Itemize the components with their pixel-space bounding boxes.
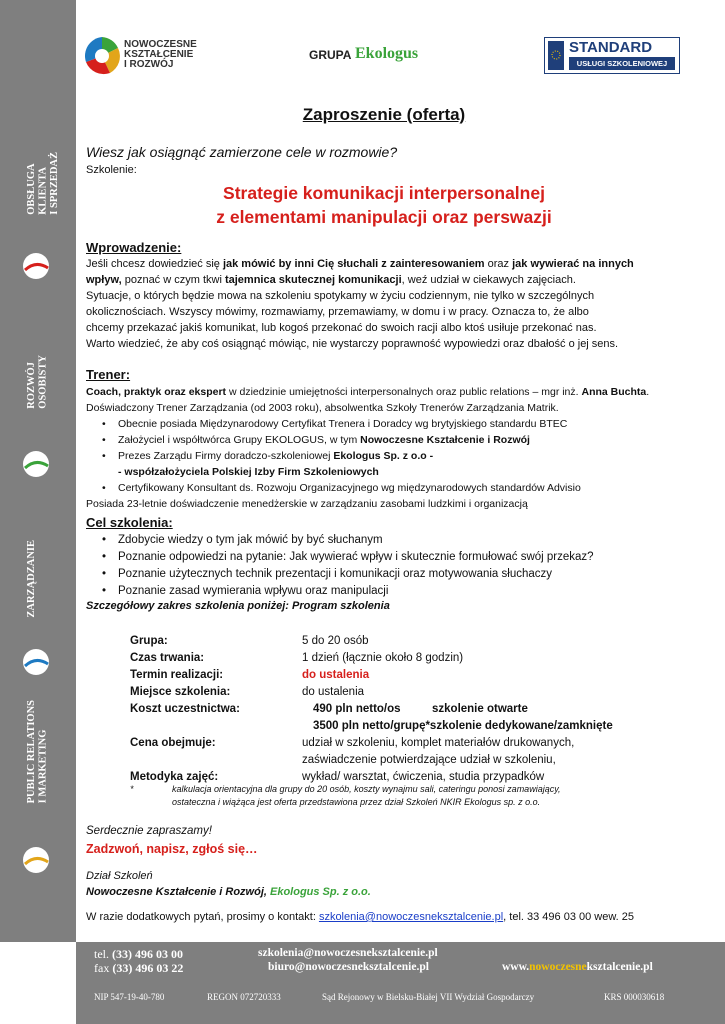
footer-court: Sąd Rejonowy w Bielsku-Białej VII Wydział Gospodarczy <box>322 992 535 1002</box>
footer-email-office[interactable]: biuro@nowoczesneksztalcenie.pl <box>268 961 429 973</box>
nkir-logo-icon <box>84 34 120 78</box>
contact-line: W razie dodatkowych pytań, prosimy o kontakt: szkolenia@nowoczesneksztalcenie.pl, tel. 33 496 03 00 wew. 25 <box>86 911 635 923</box>
sidebar-personal-icon <box>22 450 50 478</box>
invite-text: Serdecznie zapraszamy! <box>86 825 212 837</box>
flag-icon <box>548 41 564 70</box>
intro-heading: Wprowadzenie: <box>86 240 182 255</box>
contact-email-link[interactable]: szkolenia@nowoczesneksztalcenie.pl <box>318 911 504 923</box>
intro-text: Jeśli chcesz dowiedzieć się jak mówić by inni Cię słuchali z zainteresowaniem oraz jak wywierać na innych wpływ, poznać w czym tkwi tajemnica skutecznej komunikacji, weź udział w ciekawych zajęciach. Sytuacje, o których będzie mowa na szkoleniu spotykamy w życiu codziennym, nie tylko w szczególnych okolicznościach. Wszyscy mówimy, rozmawiamy, przemawiamy, w domu i w pracy. Oznacza to, że albo chcemy przekazać jakiś komunikat, lub kogoś przekonać do swoich racji albo ktoś usiłuje przekonać nas. Warto wiedzieć, że aby coś osiągnąć mówiąc, nie wystarczy poprawność wypowiedzi oraz dbałość o jej sens. <box>86 258 634 350</box>
nkir-logo <box>84 34 224 78</box>
list-item: • Certyfikowany Konsultant ds. Rozwoju Organizacyjnego wg międzynarodowych standardów Advisio <box>86 480 696 496</box>
list-item: • Prezes Zarządu Firmy doradczo-szkoleniowej Ekologus Sp. z o.o - - współzałożyciela Polskiej Izby Firm Szkoleniowych <box>86 448 696 480</box>
list-item: • Założyciel i współtwórca Grupy EKOLOGUS, w tym Nowoczesne Kształcenie i Rozwój <box>86 432 696 448</box>
goal-list <box>86 532 696 600</box>
list-item: • Poznanie odpowiedzi na pytanie: Jak wywierać wpływ i skutecznie formułować swój przekaz? <box>86 549 696 566</box>
page-title: Zaproszenie (oferta) <box>302 105 466 124</box>
footer-tel: tel. (33) 496 03 00 <box>94 947 183 961</box>
footer-nip: NIP 547-19-40-780 <box>94 992 165 1002</box>
sidebar-sales-icon <box>22 252 50 280</box>
footer-website[interactable]: www.nowoczesneksztalcenie.pl <box>502 961 653 973</box>
list-item: • Zdobycie wiedzy o tym jak mówić by być słuchanym <box>86 532 696 549</box>
list-item: • Obecnie posiada Międzynarodowy Certyfikat Trenera i Doradcy wg brytyjskiego standardu BTEC <box>86 416 696 432</box>
footer-regon: REGON 072720333 <box>207 992 281 1002</box>
intro-question: Wiesz jak osiągnąć zamierzone cele w rozmowie? <box>86 144 398 160</box>
sidebar-label-management: ZARZĄDZANIE <box>26 540 37 618</box>
goal-heading: Cel szkolenia: <box>86 515 173 530</box>
program-note: Szczegółowy zakres szkolenia poniżej: Program szkolenia <box>86 600 390 612</box>
trainer-list <box>86 416 696 496</box>
standard-subtitle: USŁUGI SZKOLENIOWEJ <box>569 57 675 70</box>
organization-name: Nowoczesne Kształcenie i Rozwój, Ekologus Sp. z o.o. <box>86 886 371 898</box>
ekologus-prefix: GRUPA <box>309 48 352 62</box>
sidebar-pr-icon <box>22 846 50 874</box>
sidebar-label-sales: OBSŁUGA KLIENTA I SPRZEDAŻ <box>26 152 60 215</box>
ekologus-logo <box>309 42 459 72</box>
details-footnote: * kalkulacja orientacyjna dla grupy do 20 osób, koszty wynajmu sali, cateringu ponosi zamawiający, ostateczna i wiążąca jest oferta przedstawiona przez dział Szkoleń NKIR Ekologus sp. z o.o. <box>130 784 561 807</box>
header-logos <box>84 28 704 80</box>
sidebar-management-icon <box>22 648 50 676</box>
ekologus-name: Ekologus <box>355 45 419 62</box>
list-item: • Poznanie użytecznych technik prezentacji i komunikacji oraz motywowania słuchaczy <box>86 566 696 583</box>
standard-logo <box>544 37 680 74</box>
training-title-line2: z elementami manipulacji oraz perswazji <box>216 207 552 227</box>
trainer-text: Coach, praktyk oraz ekspert w dziedzinie umiejętności interpersonalnych oraz public relations – mgr inż. Anna Buchta. Doświadczony Trener Zarządzania (od 2003 roku), absolwentka Szkoły Trenerów Zarządzania Matrik. • Obecnie posiada Międzynarodowy Certyfikat Trenera i Doradcy wg brytyjskiego standardu BTEC • Założyciel i współtwórca Grupy EKOLOGUS, w tym Nowoczesne Kształcenie i Rozwój • Prezes Zarządu Firmy doradczo-szkoleniowej Ekologus Sp. z o.o - - współzałożyciela Polskiej Izby Firm Szkoleniowych • Certyfikowany Konsultant ds. Rozwoju Organizacyjnego wg międzynarodowych standardów Advisio Posiada 23-letnie doświadczenie menedżerskie w zarządzaniu zasobami ludzkimi i organizacją <box>86 384 696 512</box>
trainer-heading: Trener: <box>86 367 131 382</box>
left-sidebar <box>0 0 76 942</box>
training-label: Szkolenie: <box>86 164 137 176</box>
training-title-line1: Strategie komunikacji interpersonalnej <box>223 183 545 203</box>
call-to-action: Zadzwoń, napisz, zgłoś się… <box>86 842 258 856</box>
department-label: Dział Szkoleń <box>86 870 153 882</box>
footer-fax: fax (33) 496 03 22 <box>94 961 184 975</box>
list-item: • Poznanie zasad wymierania wpływu oraz manipulacji <box>86 583 696 600</box>
sidebar-label-pr: PUBLIC RELATIONS I MARKETING <box>26 700 49 804</box>
sidebar-label-personal: ROZWÓJ OSOBISTY <box>26 355 49 409</box>
footer-email-training[interactable]: szkolenia@nowoczesneksztalcenie.pl <box>258 947 438 959</box>
standard-title: STANDARD <box>569 39 653 56</box>
nkir-logo-text: NOWOCZESNE KSZTAŁCENIE I ROZWÓJ <box>124 39 197 70</box>
footer-krs: KRS 000030618 <box>604 992 665 1002</box>
footer <box>76 942 725 1024</box>
details-table: Grupa: 5 do 20 osób Czas trwania: 1 dzień (łącznie około 8 godzin) Termin realizacji: do ustalenia Miejsce szkolenia: do ustalenia Koszt uczestnictwa: 490 pln netto/os szkolenie otwarte 3500 pln netto/grupę*szkolenie dedykowane/zamknięte Cena obejmuje: udział w szkoleniu, komplet materiałów drukowanych, zaświadczenie potwierdzające udział w szkoleniu, Metodyka zajęć: wykład/ warsztat, ćwiczenia, studia przypadków <box>130 635 613 783</box>
